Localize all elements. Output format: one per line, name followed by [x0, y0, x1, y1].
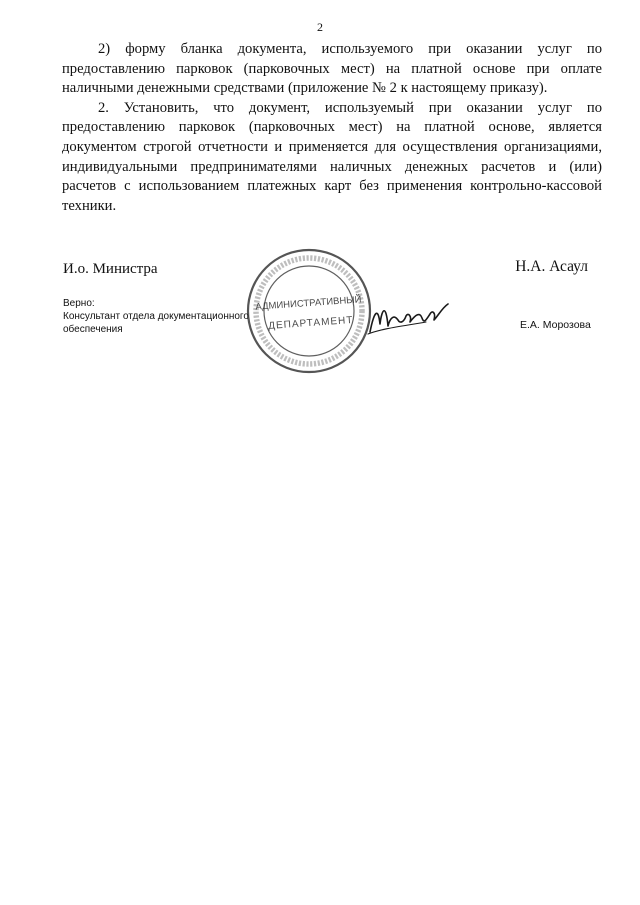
- official-seal: [244, 246, 374, 376]
- seal-center-text-line2: ДЕПАРТАМЕНТ: [267, 314, 354, 332]
- document-body: [62, 40, 602, 216]
- paragraph-establish-item: 2. Установить, что документ, используемый при оказании услуг по предоставлению парковок (парковочных мест) на платной основе, является документом строгой отчетности и применяется для осуществления организациями, индивидуальными предпринимателями наличных денежных расчетов и (или) расчетов с использованием платежных карт без применения контрольно-кассовой техники.: [62, 99, 602, 214]
- signatory-name: Н.А. Асаул: [515, 258, 588, 275]
- certification-block: [63, 297, 263, 336]
- handwritten-signature: [364, 298, 454, 340]
- certification-line: обеспечения: [63, 324, 123, 335]
- seal-center-text-line1: АДМИНИСТРАТИВНЫЙ: [255, 294, 362, 313]
- certification-line: Консультант отдела документационного: [63, 311, 249, 322]
- certification-line: Верно:: [63, 298, 95, 309]
- page-number: 2: [317, 20, 323, 34]
- signatory-title: И.о. Министра: [63, 261, 158, 277]
- certifier-name: Е.А. Морозова: [520, 319, 591, 331]
- paragraph-form-item: 2) форму бланка документа, используемого при оказании услуг по предоставлению парковок (парковочных мест) на платной основе при оплате наличными денежными средствами (приложение № 2 к настоящему приказу).: [62, 41, 602, 97]
